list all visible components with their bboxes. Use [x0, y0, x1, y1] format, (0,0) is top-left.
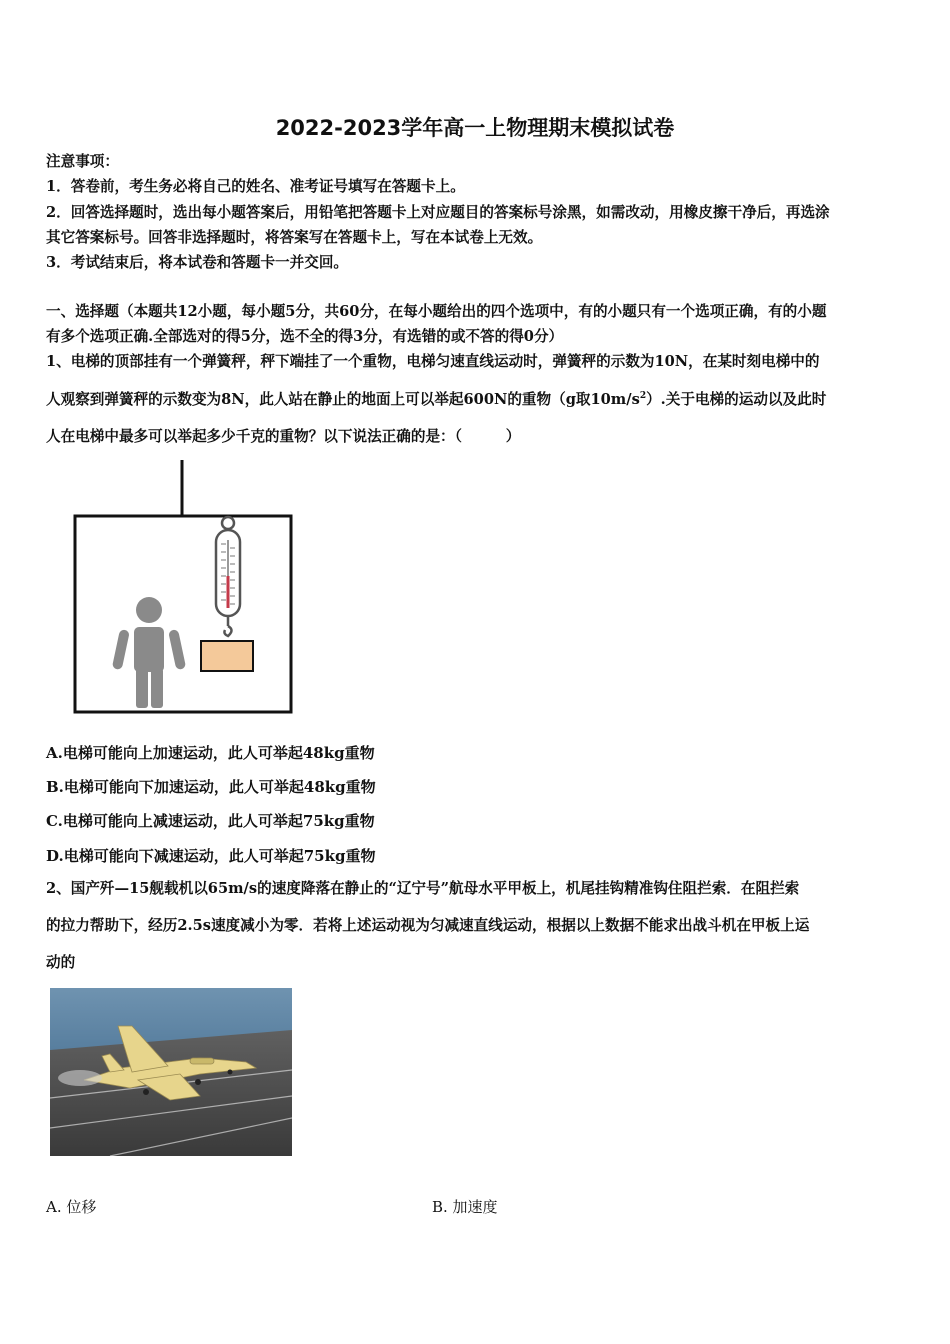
notice-item-2: 2．回答选择题时，选出每小题答案后，用铅笔把答题卡上对应题目的答案标号涂黑，如需改动，用橡皮擦干净后，再选涂	[46, 204, 830, 221]
q1-line3: 人在电梯中最多可以举起多少千克的重物？以下说法正确的是：（ ）	[46, 428, 521, 445]
carrier-jet-photo	[50, 988, 292, 1156]
q2-line3: 动的	[46, 954, 76, 971]
section-heading-line2: 有多个选项正确.全部选对的得5分，选不全的得3分，有选错的或不答的得0分）	[46, 328, 564, 345]
q1-line2-text: 人观察到弹簧秤的示数变为8N，此人站在静止的地面上可以举起600N的重物（g取10m/s	[46, 391, 640, 408]
q2-option-b[interactable]: B. 加速度	[432, 1198, 498, 1216]
elevator-figure	[70, 458, 300, 720]
q1-line1: 1、电梯的顶部挂有一个弹簧秤，秤下端挂了一个重物，电梯匀速直线运动时，弹簧秤的示数为10N，在某时刻电梯中的	[46, 353, 820, 370]
elevator-car	[75, 516, 291, 712]
q2-line1: 2、国产歼—15舰载机以65m/s的速度降落在静止的“辽宁号”航母水平甲板上，机尾挂钩精准钩住阻拦索．在阻拦索	[46, 880, 800, 897]
q1-option-d[interactable]: D.电梯可能向下减速运动，此人可举起75kg重物	[46, 847, 376, 865]
q1-line2-end: ）.关于电梯的运动以及此时	[646, 391, 827, 408]
q1-superscript: 2	[639, 391, 647, 402]
q1-option-a[interactable]: A.电梯可能向上加速运动，此人可举起48kg重物	[46, 744, 375, 762]
notice-heading: 注意事项：	[46, 153, 119, 170]
q1-line2	[46, 390, 826, 410]
notice-item-1: 1．答卷前，考生务必将自己的姓名、准考证号填写在答题卡上。	[46, 178, 465, 195]
section-heading-line1: 一、选择题（本题共12小题，每小题5分，共60分，在每小题给出的四个选项中，有的小题只有一个选项正确，有的小题	[46, 303, 827, 320]
q2-line2: 的拉力帮助下，经历2.5s速度减小为零．若将上述运动视为匀减速直线运动，根据以上数据不能求出战斗机在甲板上运	[46, 917, 810, 934]
q1-option-b[interactable]: B.电梯可能向下加速运动，此人可举起48kg重物	[46, 778, 376, 796]
notice-item-3: 3．考试结束后，将本试卷和答题卡一并交回。	[46, 254, 349, 271]
q2-option-a[interactable]: A. 位移	[46, 1198, 97, 1216]
q1-option-c[interactable]: C.电梯可能向上减速运动，此人可举起75kg重物	[46, 812, 375, 830]
page-title: 2022-2023学年高一上物理期末模拟试卷	[275, 116, 675, 140]
weight-box	[201, 641, 253, 671]
notice-item-2-cont: 其它答案标号。回答非选择题时，将答案写在答题卡上，写在本试卷上无效。	[46, 229, 543, 246]
